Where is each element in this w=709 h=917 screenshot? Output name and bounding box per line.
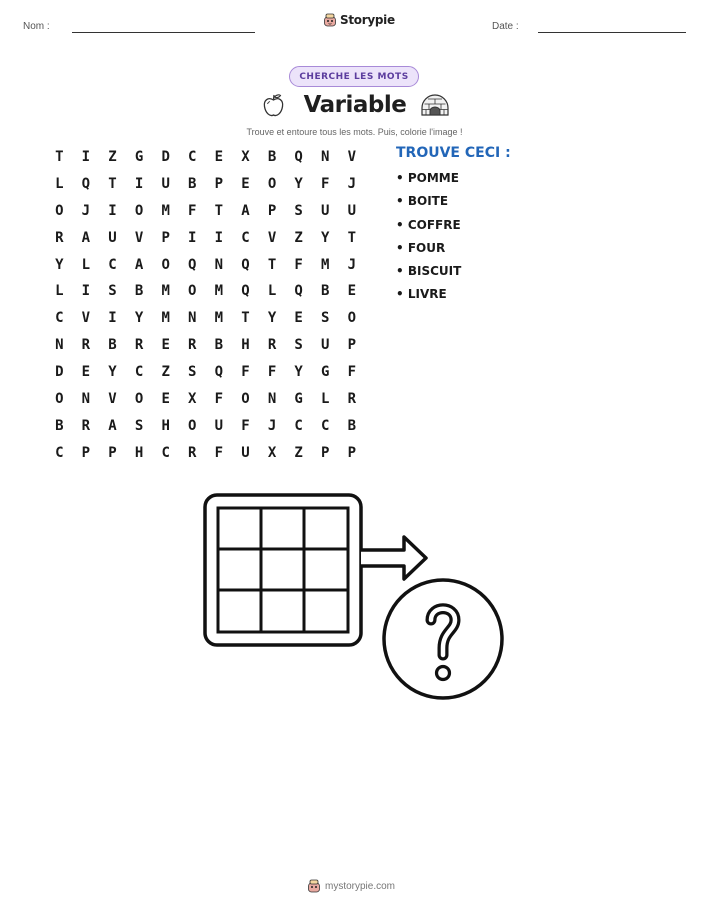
grid-letter[interactable]: F bbox=[214, 391, 224, 408]
grid-letter[interactable]: N bbox=[214, 256, 224, 273]
grid-letter[interactable]: I bbox=[134, 175, 144, 192]
footer bbox=[307, 879, 395, 893]
grid-letter[interactable]: M bbox=[214, 310, 224, 327]
grid-letter[interactable]: S bbox=[188, 364, 197, 381]
grid-arrow-question-icon bbox=[200, 490, 510, 702]
grid-letter[interactable]: B bbox=[188, 175, 197, 192]
instructions: Trouve et entoure tous les mots. Puis, colorie l'image ! bbox=[246, 127, 463, 137]
name-line[interactable] bbox=[72, 32, 255, 33]
grid-letter[interactable]: N bbox=[267, 391, 277, 408]
grid-letter[interactable]: Y bbox=[294, 175, 303, 192]
grid-letter[interactable]: S bbox=[294, 202, 303, 219]
apple-icon bbox=[260, 92, 287, 119]
grid-letter[interactable]: A bbox=[241, 202, 250, 219]
grid-letter[interactable]: C bbox=[321, 417, 330, 434]
grid-letter[interactable]: U bbox=[347, 202, 357, 219]
grid-letter[interactable]: M bbox=[161, 310, 170, 327]
grid-letter[interactable]: F bbox=[241, 364, 250, 381]
grid-letter[interactable]: Z bbox=[108, 149, 117, 165]
grid-letter[interactable]: Y bbox=[267, 310, 277, 327]
grid-letter[interactable]: R bbox=[134, 337, 144, 354]
grid-letter[interactable]: F bbox=[241, 417, 250, 434]
grid-letter[interactable]: P bbox=[347, 337, 357, 354]
word-list-item: • BOITE bbox=[396, 194, 449, 209]
grid-letter[interactable]: F bbox=[188, 202, 197, 219]
worksheet-badge: CHERCHE LES MOTS bbox=[289, 66, 419, 87]
grid-letter[interactable]: I bbox=[214, 229, 224, 246]
grid-letter[interactable]: F bbox=[267, 364, 277, 381]
grid-letter[interactable]: O bbox=[241, 391, 250, 408]
brand-name: Storypie bbox=[340, 13, 395, 27]
grid-letter[interactable]: O bbox=[134, 202, 144, 219]
grid-letter[interactable]: C bbox=[55, 444, 64, 461]
grid-letter[interactable]: V bbox=[267, 229, 277, 246]
grid-letter[interactable]: R bbox=[188, 337, 197, 354]
grid-letter[interactable]: N bbox=[81, 391, 91, 408]
date-line[interactable] bbox=[538, 32, 686, 33]
worksheet-title: Variable bbox=[303, 92, 407, 118]
grid-letter[interactable]: V bbox=[108, 391, 117, 408]
grid-letter[interactable]: B bbox=[55, 417, 64, 434]
grid-letter[interactable]: I bbox=[108, 202, 117, 219]
grid-letter[interactable]: F bbox=[321, 175, 330, 192]
grid-letter[interactable]: S bbox=[108, 283, 117, 300]
grid-letter[interactable]: U bbox=[321, 337, 330, 354]
grid-row bbox=[46, 416, 365, 443]
grid-letter[interactable]: E bbox=[347, 283, 357, 300]
grid-letter[interactable]: Q bbox=[241, 283, 250, 300]
grid-letter[interactable]: X bbox=[188, 391, 197, 408]
grid-letter[interactable]: U bbox=[321, 202, 330, 219]
grid-letter[interactable]: E bbox=[294, 310, 303, 327]
word-search-grid bbox=[46, 147, 365, 470]
grid-letter[interactable]: M bbox=[161, 283, 170, 300]
word-list-item: • LIVRE bbox=[396, 287, 447, 302]
grid-letter[interactable]: U bbox=[161, 175, 170, 192]
grid-letter[interactable]: J bbox=[267, 417, 277, 434]
grid-letter[interactable]: Q bbox=[214, 364, 224, 381]
grid-letter[interactable]: Y bbox=[55, 256, 64, 273]
grid-letter[interactable]: O bbox=[134, 391, 144, 408]
grid-letter[interactable]: A bbox=[108, 417, 117, 434]
grid-letter[interactable]: F bbox=[347, 364, 357, 381]
grid-letter[interactable]: O bbox=[55, 202, 64, 219]
grid-letter[interactable]: U bbox=[108, 229, 117, 246]
grid-letter[interactable]: B bbox=[347, 417, 357, 434]
grid-letter[interactable]: P bbox=[108, 444, 117, 461]
grid-letter[interactable]: T bbox=[347, 229, 357, 246]
grid-letter[interactable]: Q bbox=[241, 256, 250, 273]
grid-letter[interactable]: C bbox=[108, 256, 117, 273]
grid-letter[interactable]: U bbox=[241, 444, 250, 461]
grid-letter[interactable]: A bbox=[134, 256, 144, 273]
grid-letter[interactable]: Y bbox=[134, 310, 144, 327]
grid-letter[interactable]: N bbox=[55, 337, 64, 354]
grid-row bbox=[46, 201, 365, 228]
grid-letter[interactable]: L bbox=[55, 175, 64, 192]
grid-letter[interactable]: P bbox=[347, 444, 357, 461]
igloo-icon bbox=[419, 92, 451, 118]
grid-letter[interactable]: J bbox=[81, 202, 91, 219]
grid-letter[interactable]: P bbox=[321, 444, 330, 461]
grid-letter[interactable]: S bbox=[134, 417, 144, 434]
grid-letter[interactable]: P bbox=[267, 202, 277, 219]
grid-letter[interactable]: R bbox=[55, 229, 64, 246]
grid-letter[interactable]: Q bbox=[294, 283, 303, 300]
name-label: Nom : bbox=[23, 21, 50, 32]
grid-letter[interactable]: O bbox=[161, 256, 170, 273]
grid-letter[interactable]: L bbox=[81, 256, 91, 273]
grid-letter[interactable]: E bbox=[81, 364, 91, 381]
grid-letter[interactable]: Q bbox=[81, 175, 91, 192]
grid-letter[interactable]: T bbox=[267, 256, 277, 273]
word-list-title: TROUVE CECI : bbox=[396, 145, 511, 161]
grid-letter[interactable]: I bbox=[81, 283, 91, 300]
grid-letter[interactable]: Z bbox=[161, 364, 170, 381]
word-list bbox=[396, 171, 461, 311]
grid-letter[interactable]: I bbox=[81, 149, 91, 165]
grid-letter[interactable]: X bbox=[241, 149, 250, 165]
grid-letter[interactable]: O bbox=[347, 310, 357, 327]
grid-letter[interactable]: R bbox=[81, 417, 91, 434]
grid-row bbox=[46, 335, 365, 362]
grid-letter[interactable]: V bbox=[134, 229, 144, 246]
grid-row bbox=[46, 281, 365, 308]
grid-letter[interactable]: H bbox=[161, 417, 170, 434]
grid-letter[interactable]: Z bbox=[294, 444, 303, 461]
grid-letter[interactable]: I bbox=[108, 310, 117, 327]
grid-letter[interactable]: G bbox=[294, 391, 303, 408]
grid-letter[interactable]: O bbox=[188, 417, 197, 434]
grid-letter[interactable]: O bbox=[188, 283, 197, 300]
grid-letter[interactable]: G bbox=[321, 364, 330, 381]
grid-letter[interactable]: M bbox=[214, 283, 224, 300]
grid-row bbox=[46, 228, 365, 255]
grid-letter[interactable]: C bbox=[161, 444, 170, 461]
grid-letter[interactable]: E bbox=[161, 337, 170, 354]
grid-letter[interactable]: N bbox=[321, 149, 330, 165]
grid-letter[interactable]: R bbox=[347, 391, 357, 408]
grid-row bbox=[46, 362, 365, 389]
grid-letter[interactable]: J bbox=[347, 175, 357, 192]
grid-letter[interactable]: C bbox=[294, 417, 303, 434]
word-list-item: • COFFRE bbox=[396, 217, 461, 232]
grid-letter[interactable]: U bbox=[214, 417, 224, 434]
grid-letter[interactable]: T bbox=[108, 175, 117, 192]
word-list-item: • BISCUIT bbox=[396, 264, 462, 279]
grid-letter[interactable]: Q bbox=[188, 256, 197, 273]
grid-letter[interactable]: D bbox=[161, 149, 170, 165]
grid-letter[interactable]: C bbox=[134, 364, 144, 381]
grid-letter[interactable]: E bbox=[214, 149, 224, 165]
grid-letter[interactable]: H bbox=[241, 337, 250, 354]
grid-letter[interactable]: V bbox=[347, 149, 357, 165]
grid-letter[interactable]: M bbox=[161, 202, 170, 219]
brand-logo bbox=[323, 13, 395, 27]
grid-letter[interactable]: B bbox=[214, 337, 224, 354]
footer-site[interactable]: mystorypie.com bbox=[325, 880, 396, 892]
grid-letter[interactable]: O bbox=[267, 175, 277, 192]
grid-letter[interactable]: X bbox=[267, 444, 277, 461]
storypie-mascot-icon bbox=[323, 13, 337, 27]
grid-letter[interactable]: Z bbox=[294, 229, 303, 246]
grid-row bbox=[46, 147, 365, 174]
grid-letter[interactable]: R bbox=[188, 444, 197, 461]
storypie-mascot-icon bbox=[307, 879, 321, 893]
grid-letter[interactable]: H bbox=[134, 444, 144, 461]
grid-row bbox=[46, 308, 365, 335]
grid-letter[interactable]: Q bbox=[294, 149, 303, 165]
grid-letter[interactable]: J bbox=[347, 256, 357, 273]
grid-letter[interactable]: S bbox=[321, 310, 330, 327]
grid-letter[interactable]: T bbox=[214, 202, 224, 219]
grid-letter[interactable]: E bbox=[161, 391, 170, 408]
grid-letter[interactable]: C bbox=[241, 229, 250, 246]
grid-letter[interactable]: V bbox=[81, 310, 91, 327]
word-list-item: • FOUR bbox=[396, 240, 446, 255]
grid-row bbox=[46, 255, 365, 282]
grid-letter[interactable]: D bbox=[55, 364, 64, 381]
grid-letter[interactable]: P bbox=[214, 175, 224, 192]
grid-letter[interactable]: I bbox=[188, 229, 197, 246]
grid-letter[interactable]: E bbox=[241, 175, 250, 192]
grid-letter[interactable]: S bbox=[294, 337, 303, 354]
grid-letter[interactable]: R bbox=[81, 337, 91, 354]
grid-letter[interactable]: Y bbox=[108, 364, 117, 381]
grid-letter[interactable]: L bbox=[267, 283, 277, 300]
grid-letter[interactable]: L bbox=[55, 283, 64, 300]
grid-row bbox=[46, 389, 365, 416]
grid-letter[interactable]: T bbox=[241, 310, 250, 327]
grid-letter[interactable]: P bbox=[81, 444, 91, 461]
grid-letter[interactable]: Y bbox=[294, 364, 303, 381]
grid-letter[interactable]: N bbox=[188, 310, 197, 327]
grid-letter[interactable]: C bbox=[55, 310, 64, 327]
grid-letter[interactable]: B bbox=[267, 149, 277, 165]
grid-letter[interactable]: B bbox=[321, 283, 330, 300]
grid-letter[interactable]: O bbox=[55, 391, 64, 408]
date-label: Date : bbox=[492, 21, 519, 32]
grid-letter[interactable]: M bbox=[321, 256, 330, 273]
grid-letter[interactable]: B bbox=[108, 337, 117, 354]
grid-letter[interactable]: A bbox=[81, 229, 91, 246]
grid-row bbox=[46, 443, 365, 470]
grid-letter[interactable]: Y bbox=[321, 229, 330, 246]
grid-letter[interactable]: F bbox=[294, 256, 303, 273]
grid-letter[interactable]: L bbox=[321, 391, 330, 408]
grid-letter[interactable]: F bbox=[214, 444, 224, 461]
grid-letter[interactable]: T bbox=[55, 149, 64, 165]
grid-row bbox=[46, 174, 365, 201]
grid-letter[interactable]: G bbox=[134, 149, 144, 165]
grid-letter[interactable]: B bbox=[134, 283, 144, 300]
grid-letter[interactable]: C bbox=[188, 149, 197, 165]
word-list-item: • POMME bbox=[396, 171, 459, 185]
grid-letter[interactable]: R bbox=[267, 337, 277, 354]
grid-letter[interactable]: P bbox=[161, 229, 170, 246]
